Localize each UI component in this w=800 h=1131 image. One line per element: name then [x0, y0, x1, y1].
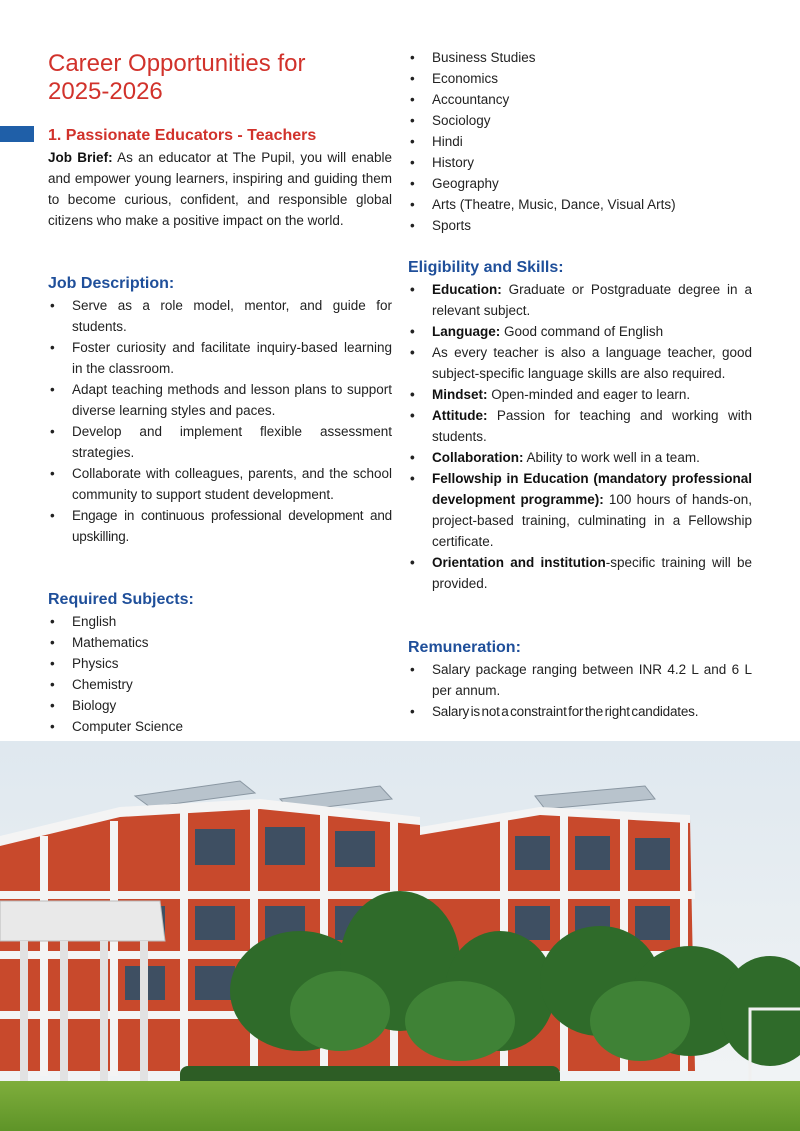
item-text: As every teacher is also a language teacher, good subject-specific language skills are also required. [432, 345, 752, 381]
list-item: • Economics [408, 68, 752, 89]
job-description-list [48, 295, 392, 547]
item-text: Passion for teaching and working with students. [432, 408, 752, 444]
required-subjects-heading: Required Subjects: [48, 591, 194, 608]
item-text: -specific training will be provided. [432, 555, 752, 591]
item-label: Collaboration: [432, 450, 524, 465]
list-item: • Foster curiosity and facilitate inquiry-based learning in the classroom. [48, 337, 392, 379]
list-item: • English [48, 611, 392, 632]
eligibility-heading: Eligibility and Skills: [408, 259, 564, 276]
item-label: Mindset: [432, 387, 488, 402]
list-item [408, 384, 752, 405]
list-item: • Sports [408, 215, 752, 236]
list-item: • Collaborate with colleagues, parents, and the school community to support student development. [48, 463, 392, 505]
campus-photo [0, 741, 800, 1131]
list-item [408, 405, 752, 447]
item-label: Education: [432, 282, 502, 297]
list-item [408, 552, 752, 594]
subjects-list-left [48, 611, 392, 737]
list-item: • History [408, 152, 752, 173]
list-item [408, 447, 752, 468]
list-item: • Salary is not a constraint for the right candidates. [408, 701, 752, 722]
list-item: • Biology [48, 695, 392, 716]
list-item: • Serve as a role model, mentor, and guide for students. [48, 295, 392, 337]
job-brief-text: As an educator at The Pupil, you will enable and empower young learners, inspiring and guiding them to become curious, confident, and responsible global citizens who make a positive impact on the world. [48, 150, 392, 228]
job-brief-label: Job Brief: [48, 150, 113, 165]
remuneration-list [408, 659, 752, 722]
list-item: • Arts (Theatre, Music, Dance, Visual Arts) [408, 194, 752, 215]
item-label: Attitude: [432, 408, 488, 423]
teachers-heading: 1. Passionate Educators - Teachers [48, 127, 317, 144]
item-text: Open-minded and eager to learn. [487, 387, 691, 402]
list-item [408, 468, 752, 552]
remuneration-heading: Remuneration: [408, 639, 521, 656]
list-item [408, 342, 752, 384]
list-item: • Business Studies [408, 47, 752, 68]
item-text: Graduate or Postgraduate degree in a relevant subject. [432, 282, 752, 318]
list-item: • Chemistry [48, 674, 392, 695]
item-label: Orientation and institution [432, 555, 606, 570]
job-brief [48, 147, 392, 231]
list-item [408, 321, 752, 342]
list-item: • Sociology [408, 110, 752, 131]
item-text: Ability to work well in a team. [523, 450, 700, 465]
list-item: • Physics [48, 653, 392, 674]
list-item: • Geography [408, 173, 752, 194]
item-text: Good command of English [500, 324, 664, 339]
list-item: • Hindi [408, 131, 752, 152]
list-item: • Adapt teaching methods and lesson plans to support diverse learning styles and paces. [48, 379, 392, 421]
item-label: Language: [432, 324, 501, 339]
list-item: • Computer Science [48, 716, 392, 737]
item-text: 100 hours of hands-on, project-based training, culminating in a Fellowship certificate. [432, 492, 752, 549]
list-item: • Salary package ranging between INR 4.2 L and 6 L per annum. [408, 659, 752, 701]
subjects-list-right [408, 47, 752, 236]
campus-building-illustration [0, 741, 800, 1131]
page-title: Career Opportunities for 2025-2026 [48, 50, 306, 105]
job-description-heading: Job Description: [48, 275, 175, 292]
list-item: • Engage in continuous professional development and upskilling. [48, 505, 392, 547]
list-item: • Mathematics [48, 632, 392, 653]
list-item [408, 279, 752, 321]
list-item: • Accountancy [408, 89, 752, 110]
eligibility-list [408, 279, 752, 594]
item-label: Fellowship in Education (mandatory professional development programme): [432, 471, 752, 507]
list-item: • Develop and implement flexible assessment strategies. [48, 421, 392, 463]
accent-bar [0, 126, 34, 142]
